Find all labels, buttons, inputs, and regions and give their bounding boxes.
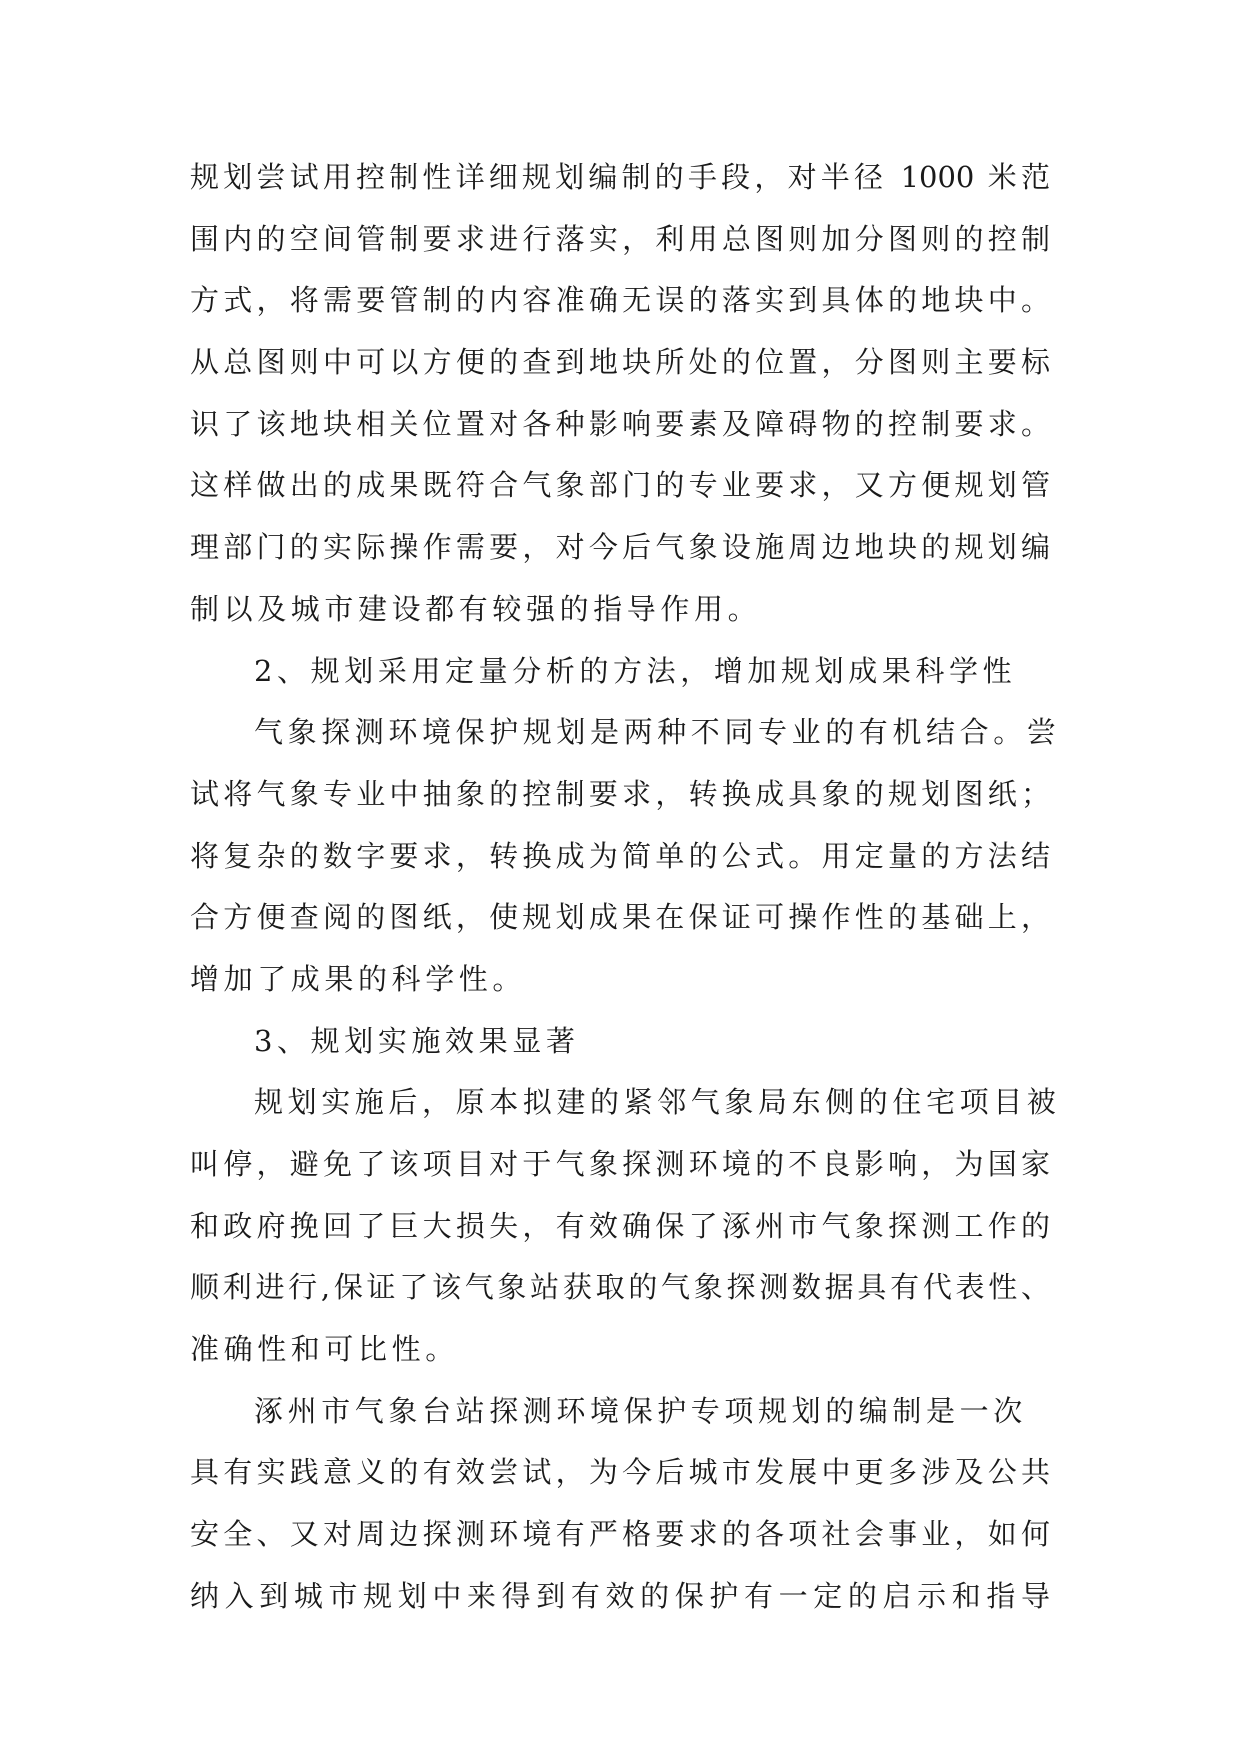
text-line: 安全、又对周边探测环境有严格要求的各项社会事业，如何 [190,1517,1050,1552]
text-line: 理部门的实际操作需要，对今后气象设施周边地块的规划编 [190,530,1050,565]
text-line: 试将气象专业中抽象的控制要求，转换成具象的规划图纸； [190,776,1050,811]
text-line: 将复杂的数字要求，转换成为简单的公式。用定量的方法结 [190,838,1050,873]
text-line: 从总图则中可以方便的查到地块所处的位置，分图则主要标 [190,345,1050,380]
text-line: 和政府挽回了巨大损失，有效确保了涿州市气象探测工作的 [190,1208,1050,1243]
text-line: 这样做出的成果既符合气象部门的专业要求，又方便规划管 [190,468,1050,503]
section-heading: 2、规划采用定量分析的方法，增加规划成果科学性 [254,653,1017,688]
text-line: 叫停，避免了该项目对于气象探测环境的不良影响，为国家 [190,1147,1050,1181]
text-line: 围内的空间管制要求进行落实，利用总图则加分图则的控制 [190,221,1050,256]
text-line: 纳入到城市规划中来得到有效的保护有一定的启示和指导 [190,1578,1050,1613]
text-line: 具有实践意义的有效尝试，为今后城市发展中更多涉及公共 [190,1455,1050,1490]
text-line: 制以及城市建设都有较强的指导作用。 [190,591,762,626]
section-heading: 3、规划实施效果显著 [254,1023,580,1058]
text-line: 识了该地块相关位置对各种影响要素及障碍物的控制要求。 [190,406,1050,441]
text-line: 准确性和可比性。 [190,1332,459,1367]
body-text [190,147,1061,1628]
text-line: 顺利进行,保证了该气象站获取的气象探测数据具有代表性、 [190,1270,1050,1305]
text-line: 气象探测环境保护规划是两种不同专业的有机结合。尝 [254,715,1061,750]
text-line: 增加了成果的科学性。 [190,961,527,996]
text-line: 合方便查阅的图纸，使规划成果在保证可操作性的基础上， [190,900,1050,935]
text-line: 涿州市气象台站探测环境保护专项规划的编制是一次 [254,1393,1027,1428]
text-line: 规划尝试用控制性详细规划编制的手段，对半径 1000 米范 [190,160,1050,194]
text-line: 方式，将需要管制的内容准确无误的落实到具体的地块中。 [190,283,1050,318]
text-line: 规划实施后，原本拟建的紧邻气象局东侧的住宅项目被 [254,1085,1061,1120]
